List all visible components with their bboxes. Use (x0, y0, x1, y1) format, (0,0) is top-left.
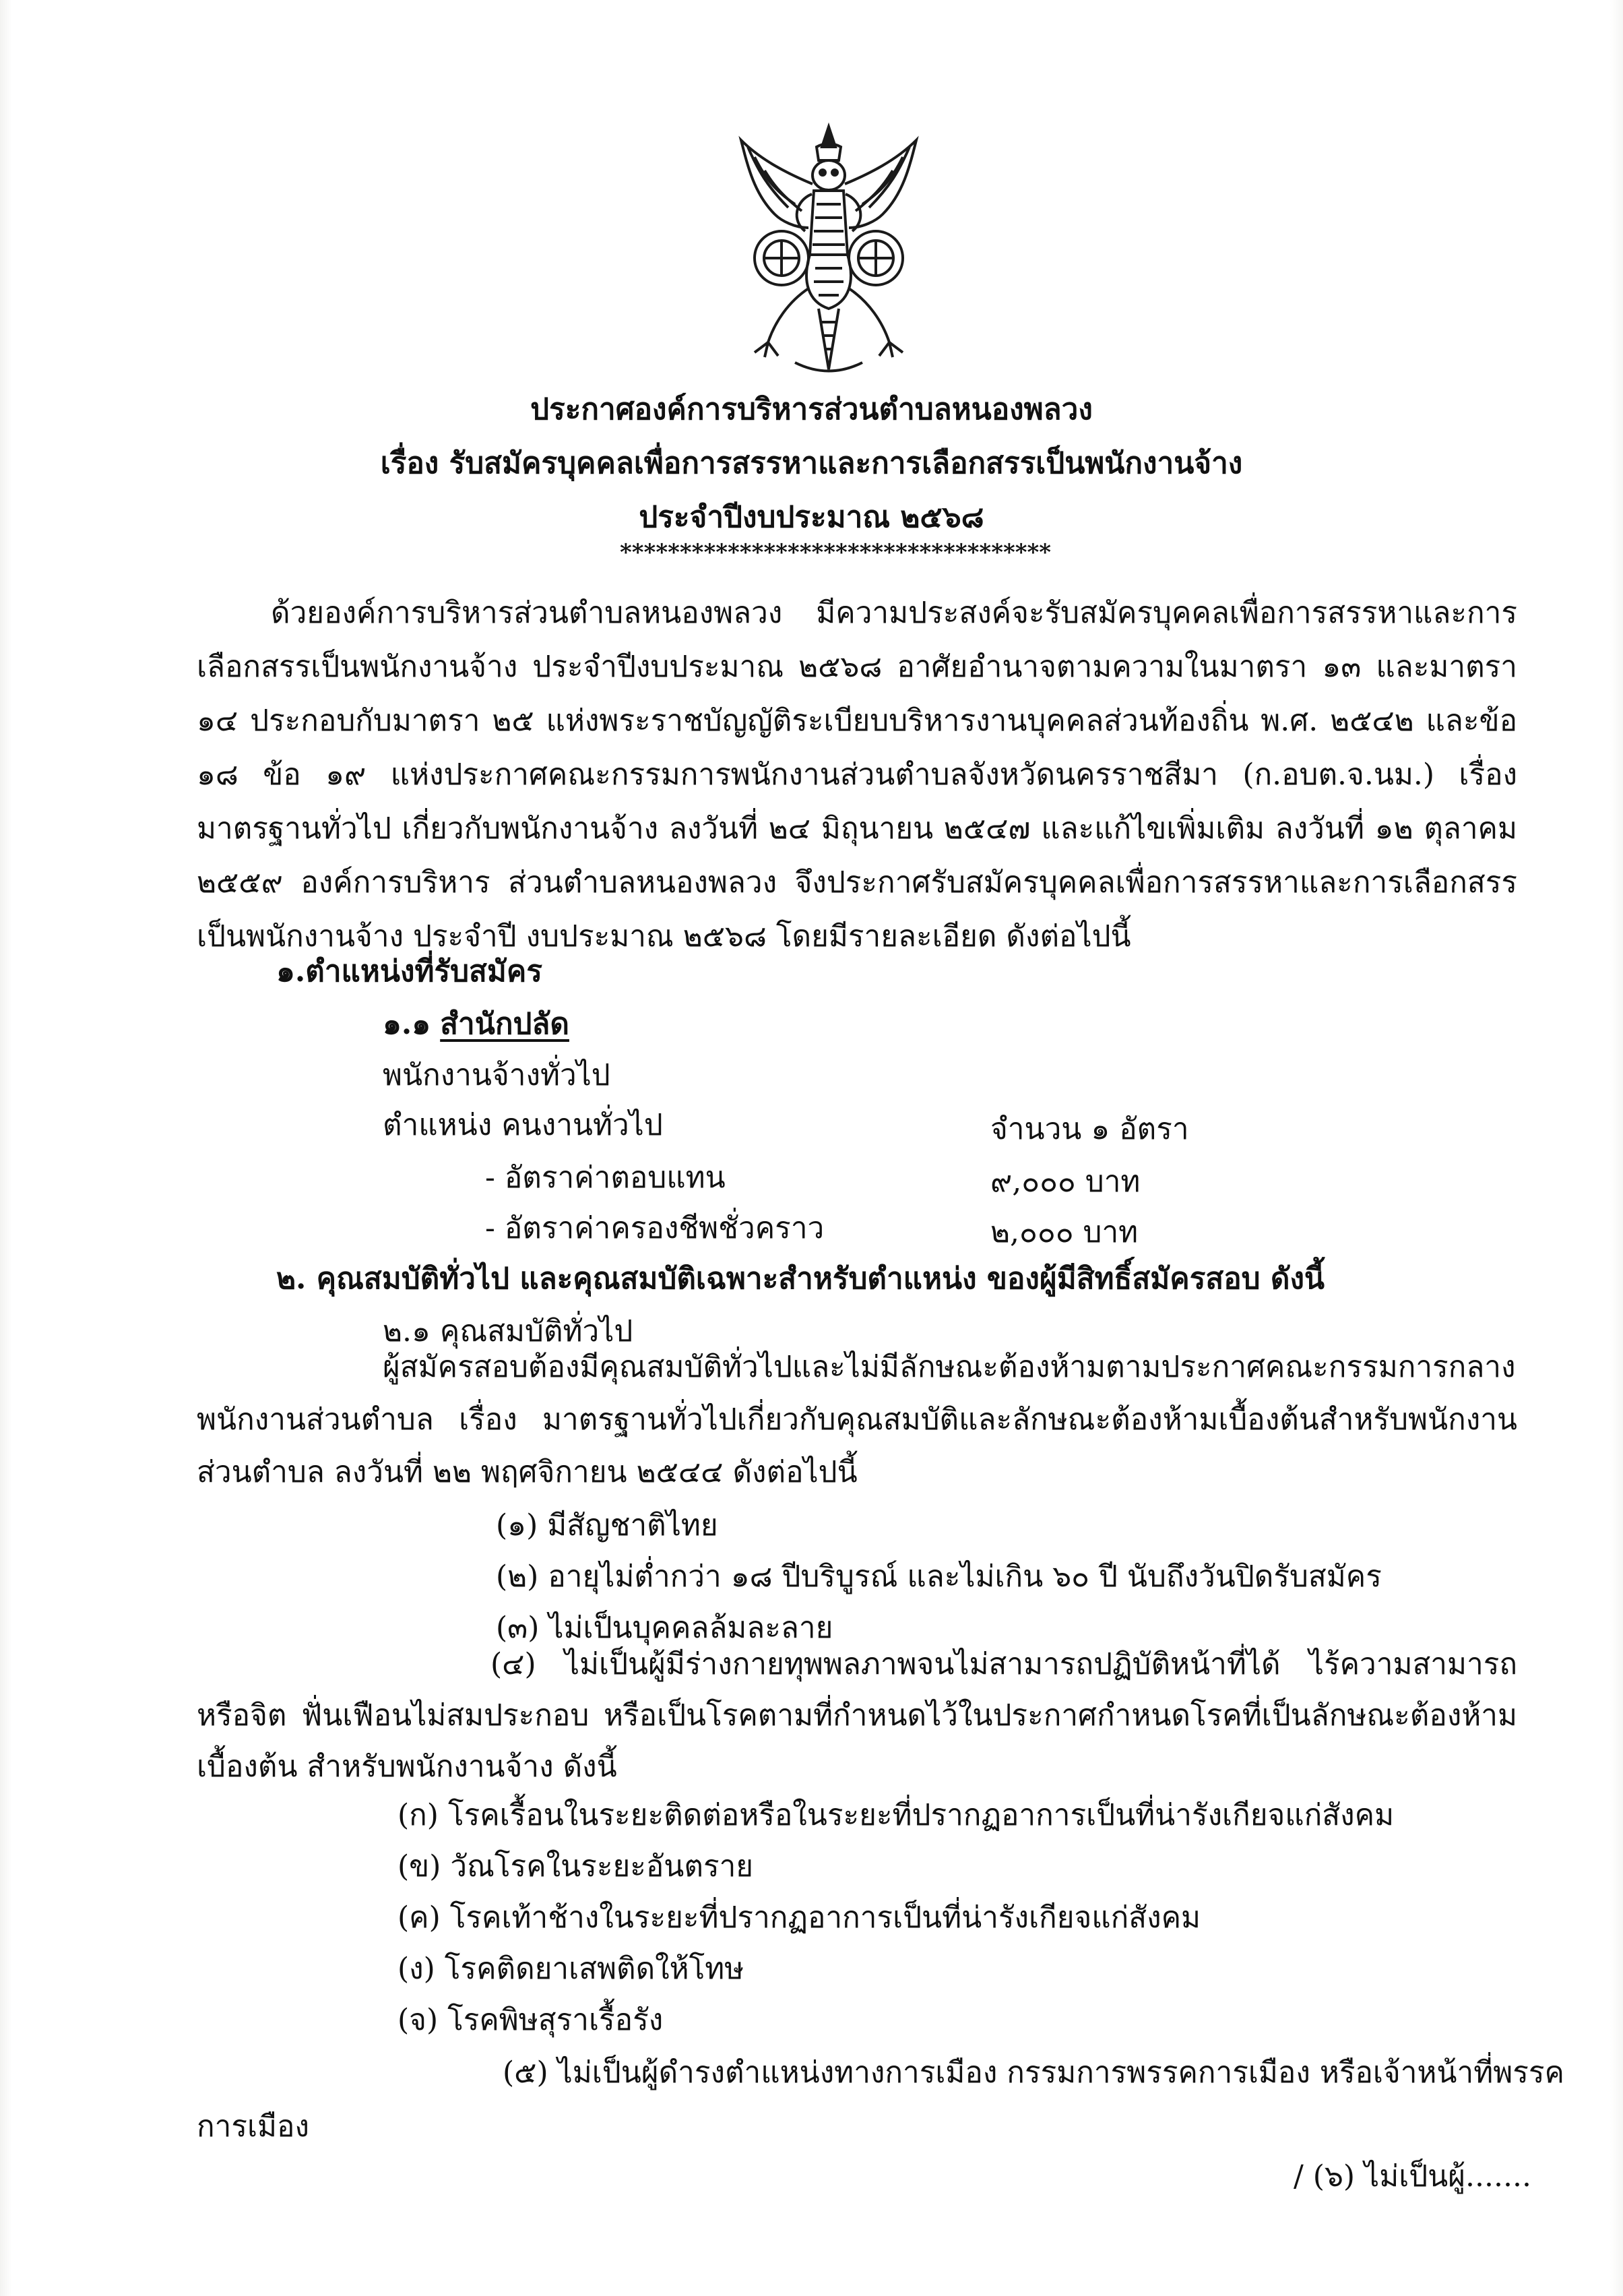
position-count: จำนวน ๑ อัตรา (990, 1112, 1189, 1146)
section1-sub (383, 1004, 569, 1045)
announcement-fiscal-year: ประจำปีงบประมาณ ๒๕๖๘ (639, 500, 984, 534)
pay-rate-label: - อัตราค่าตอบแทน (485, 1160, 726, 1195)
section2-sub: ๒.๑ คุณสมบัติทั่วไป (383, 1314, 633, 1348)
disease-item-5: (จ) โรคพิษสุราเรื้อรัง (397, 2003, 664, 2037)
section2-heading: ๒. คุณสมบัติทั่วไป และคุณสมบัติเฉพาะสำหรับตำแหน่ง ของผู้มีสิทธิ์สมัครสอบ ดังนี้ (276, 1262, 1325, 1296)
separator-stars: ************************************ (620, 539, 1052, 566)
garuda-emblem-icon (728, 120, 930, 383)
pay-rate-value: ๙,๐๐๐ บาท (990, 1165, 1141, 1199)
qualification-item-4: (๔) ไม่เป็นผู้มีร่างกายทุพพลภาพจนไม่สามารถปฏิบัติหน้าที่ได้ ไร้ความสามารถ หรือจิต ฟั่นเฟือนไม่สมประกอบ หรือเป็นโรคตามที่กำหนดไว้ในประกาศกำหนดโรคที่เป็นลักษณะต้องห้ามเบื้องต้น สำหรับพนักงานจ้าง ดังนี้ (197, 1647, 1517, 1784)
intro-paragraph: ด้วยองค์การบริหารส่วนตำบลหนองพลวง มีความประสงค์จะรับสมัครบุคคลเพื่อการสรรหาและการเลือกสรรเป็นพนักงานจ้าง ประจำปีงบประมาณ ๒๕๖๘ อาศัยอำนาจตามความในมาตรา ๑๓ และมาตรา ๑๔ ประกอบกับมาตรา ๒๕ แห่งพระราชบัญญัติระเบียบบริหารงานบุคคลส่วนท้องถิ่น พ.ศ. ๒๕๔๒ และข้อ ๑๘ ข้อ ๑๙ แห่งประกาศคณะกรรมการพนักงานส่วนตำบลจังหวัดนครราชสีมา (ก.อบต.จ.นม.) เรื่อง มาตรฐานทั่วไป เกี่ยวกับพนักงานจ้าง ลงวันที่ ๒๔ มิถุนายน ๒๕๔๗ และแก้ไขเพิ่มเติม ลงวันที่ ๑๒ ตุลาคม ๒๕๕๙ องค์การบริหาร ส่วนตำบลหนองพลวง จึงประกาศรับสมัครบุคคลเพื่อการสรรหาและการเลือกสรรเป็นพนักงานจ้าง ประจำปี งบประมาณ ๒๕๖๘ โดยมีรายละเอียด ดังต่อไปนี้ (197, 596, 1517, 954)
qualification-item-1: (๑) มีสัญชาติไทย (496, 1508, 718, 1543)
living-allowance-label: - อัตราค่าครองชีพชั่วคราว (485, 1211, 825, 1245)
section1-sub-title: สำนักปลัด (440, 1007, 569, 1041)
qualification-item-5-cont: การเมือง (197, 2109, 309, 2144)
living-allowance-value: ๒,๐๐๐ บาท (990, 1215, 1139, 1249)
announcement-title: ประกาศองค์การบริหารส่วนตำบลหนองพลวง (530, 392, 1093, 427)
section2-paragraph: ผู้สมัครสอบต้องมีคุณสมบัติทั่วไปและไม่มีลักษณะต้องห้ามตามประกาศคณะกรรมการกลาง พนักงานส่วนตำบล เรื่อง มาตรฐานทั่วไปเกี่ยวกับคุณสมบัติและลักษณะต้องห้ามเบื้องต้นสำหรับพนักงานส่วนตำบล ลงวันที่ ๒๒ พฤศจิกายน ๒๕๔๔ ดังต่อไปนี้ (197, 1350, 1517, 1489)
section1-heading: ๑.ตำแหน่งที่รับสมัคร (276, 954, 542, 989)
disease-item-4: (ง) โรคติดยาเสพติดให้โทษ (397, 1952, 744, 1986)
disease-item-2: (ข) วัณโรคในระยะอันตราย (397, 1849, 754, 1884)
qualification-item-2: (๒) อายุไม่ต่ำกว่า ๑๘ ปีบริบูรณ์ และไม่เกิน ๖๐ ปี นับถึงวันปิดรับสมัคร (496, 1559, 1382, 1594)
continuation-marker: / (๖) ไม่เป็นผู้....... (1294, 2159, 1531, 2194)
section1-sub-number: ๑.๑ (383, 1007, 431, 1041)
disease-item-1: (ก) โรคเรื้อนในระยะติดต่อหรือในระยะที่ปรากฏอาการเป็นที่น่ารังเกียจแก่สังคม (397, 1798, 1395, 1832)
disease-item-3: (ค) โรคเท้าช้างในระยะที่ปรากฏอาการเป็นที่น่ารังเกียจแก่สังคม (397, 1900, 1201, 1935)
qualification-item-3: (๓) ไม่เป็นบุคคลล้มละลาย (496, 1611, 833, 1645)
qualification-item-5: (๕) ไม่เป็นผู้ดำรงตำแหน่งทางการเมือง กรรมการพรรคการเมือง หรือเจ้าหน้าที่พรรค (503, 2055, 1564, 2090)
position-label: ตำแหน่ง คนงานทั่วไป (383, 1108, 663, 1142)
employee-type: พนักงานจ้างทั่วไป (383, 1058, 610, 1092)
announcement-subject: เรื่อง รับสมัครบุคคลเพื่อการสรรหาและการเลือกสรรเป็นพนักงานจ้าง (380, 446, 1243, 480)
